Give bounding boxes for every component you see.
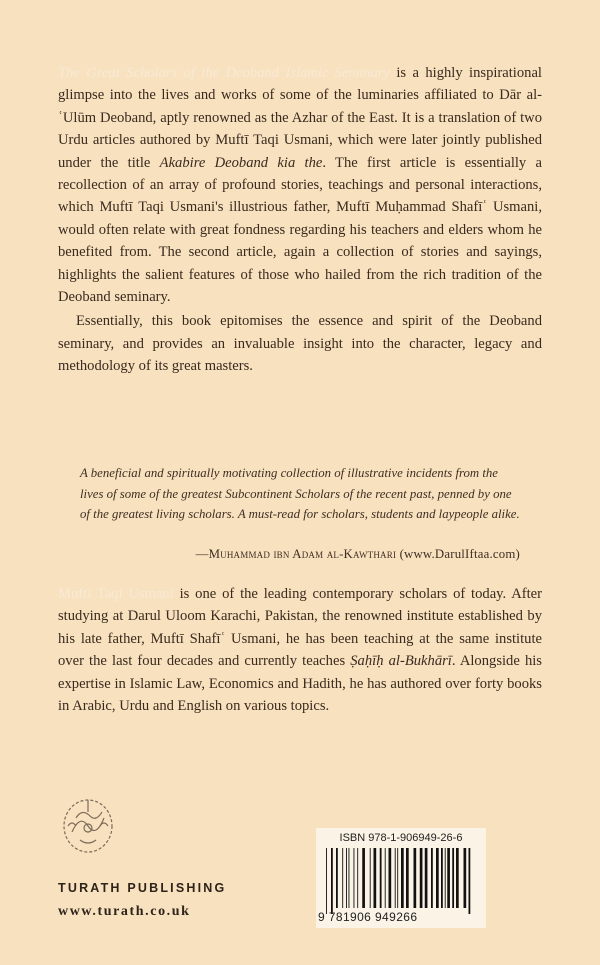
barcode-bar <box>362 848 365 908</box>
barcode-bar <box>414 848 417 908</box>
barcode-bar <box>456 848 459 908</box>
endorsement-source: (www.DarulIftaa.com) <box>396 547 520 561</box>
isbn-label: ISBN 978-1-906949-26-6 <box>339 832 463 844</box>
barcode-bar <box>385 848 386 908</box>
barcode-bar <box>331 848 333 914</box>
barcode-bar <box>380 848 382 908</box>
barcode-bar <box>420 848 423 908</box>
barcode-bar <box>445 848 446 908</box>
publisher-name: TURATH PUBLISHING <box>58 881 227 895</box>
intro-paragraph <box>58 62 542 308</box>
barcode-bar <box>436 848 439 908</box>
intro-text-part2: . The first article is essentially a recollection of an array of profound stories, teachings and personal interactions, which Muftī Taqi Usmani's illustrious father, Muftī Muḥammad Shafīʿ Usmani, would often relate with great fondness regarding his teachers and elders whom he benefited from. The second article, again a collection of stories and sayings, highlights the salient features of those who hailed from the rich tradition of the Deoband seminary. <box>58 154 543 306</box>
bio-text-part2: . Alongside his expertise in Islamic Law, Economics and Hadith, he has authored over forty books in Arabic, Urdu and English on various topics. <box>58 653 542 715</box>
barcode-bar <box>469 848 471 914</box>
intro-section <box>58 62 542 378</box>
barcode-bar <box>326 848 327 914</box>
endorsement-quote <box>80 463 520 525</box>
barcode-bar <box>464 848 467 908</box>
endorsement-text: A beneficial and spiritually motivating collection of illustrative incidents from the lives of some of the greatest Subcontinent Scholars of the recent past, penned by one of the greatest living scholars. A must-read for scholars, students and laypeople alike. <box>80 466 520 522</box>
barcode-bars <box>324 848 478 914</box>
barcode-bar <box>395 848 396 908</box>
barcode-bar <box>441 848 443 908</box>
calligraphy-logo-icon <box>58 792 118 856</box>
author-bio-paragraph <box>58 583 542 717</box>
barcode-bar <box>374 848 377 908</box>
barcode-bar <box>354 848 355 908</box>
barcode-digits: 9 781906 949266 <box>318 910 418 924</box>
essence-paragraph: Essentially, this book epitomises the essence and spirit of the Deoband seminary, and provides an invaluable insight into the character, legacy and methodology of its great masters. <box>58 313 542 375</box>
barcode-bar <box>406 848 409 908</box>
barcode-bar <box>397 848 398 908</box>
publisher-website[interactable]: www.turath.co.uk <box>58 904 191 919</box>
book-title-highlight: The Great Scholars of the Deoband Islamic Seminary <box>58 65 390 81</box>
intro-text-part1: is a highly inspirational glimpse into the lives and works of some of the luminaries affiliated to Dār al-ʿUlūm Deoband, aptly renowned as the Azhar of the East. It is a translation of two Urdu articles authored by Muftī Taqi Usmani, which were later jointly published under the title <box>58 65 542 171</box>
author-bio-section <box>58 583 542 717</box>
barcode-bar <box>342 848 343 908</box>
barcode-bar <box>401 848 404 908</box>
barcode-bar <box>349 848 350 908</box>
bio-book-title: Ṣaḥīḥ al-Bukhārī <box>350 653 452 670</box>
barcode-bar <box>425 848 428 908</box>
barcode-bar <box>452 848 454 908</box>
barcode-bar <box>370 848 371 908</box>
author-name-highlight: Muftī Taqi Usmani <box>58 586 174 602</box>
endorsement-author: —Muhammad ibn Adam al-Kawthari <box>195 547 397 561</box>
endorsement-attribution <box>196 547 520 562</box>
barcode-bar <box>389 848 392 908</box>
barcode-bar <box>357 848 358 908</box>
barcode-bar <box>447 848 450 908</box>
barcode-bar <box>431 848 433 908</box>
barcode-bar <box>336 848 338 908</box>
barcode-bar <box>346 848 347 908</box>
urdu-title: Akabire Deoband kia the <box>159 154 323 171</box>
isbn-barcode <box>316 828 486 928</box>
bio-text-part1: is one of the leading contemporary scholars of today. After studying at Darul Uloom Karachi, Pakistan, the renowned institute established by his late father, Muftī Shafīʿ Usmani, he has been teaching at the same institute over the last four decades and currently teaches <box>58 586 543 670</box>
